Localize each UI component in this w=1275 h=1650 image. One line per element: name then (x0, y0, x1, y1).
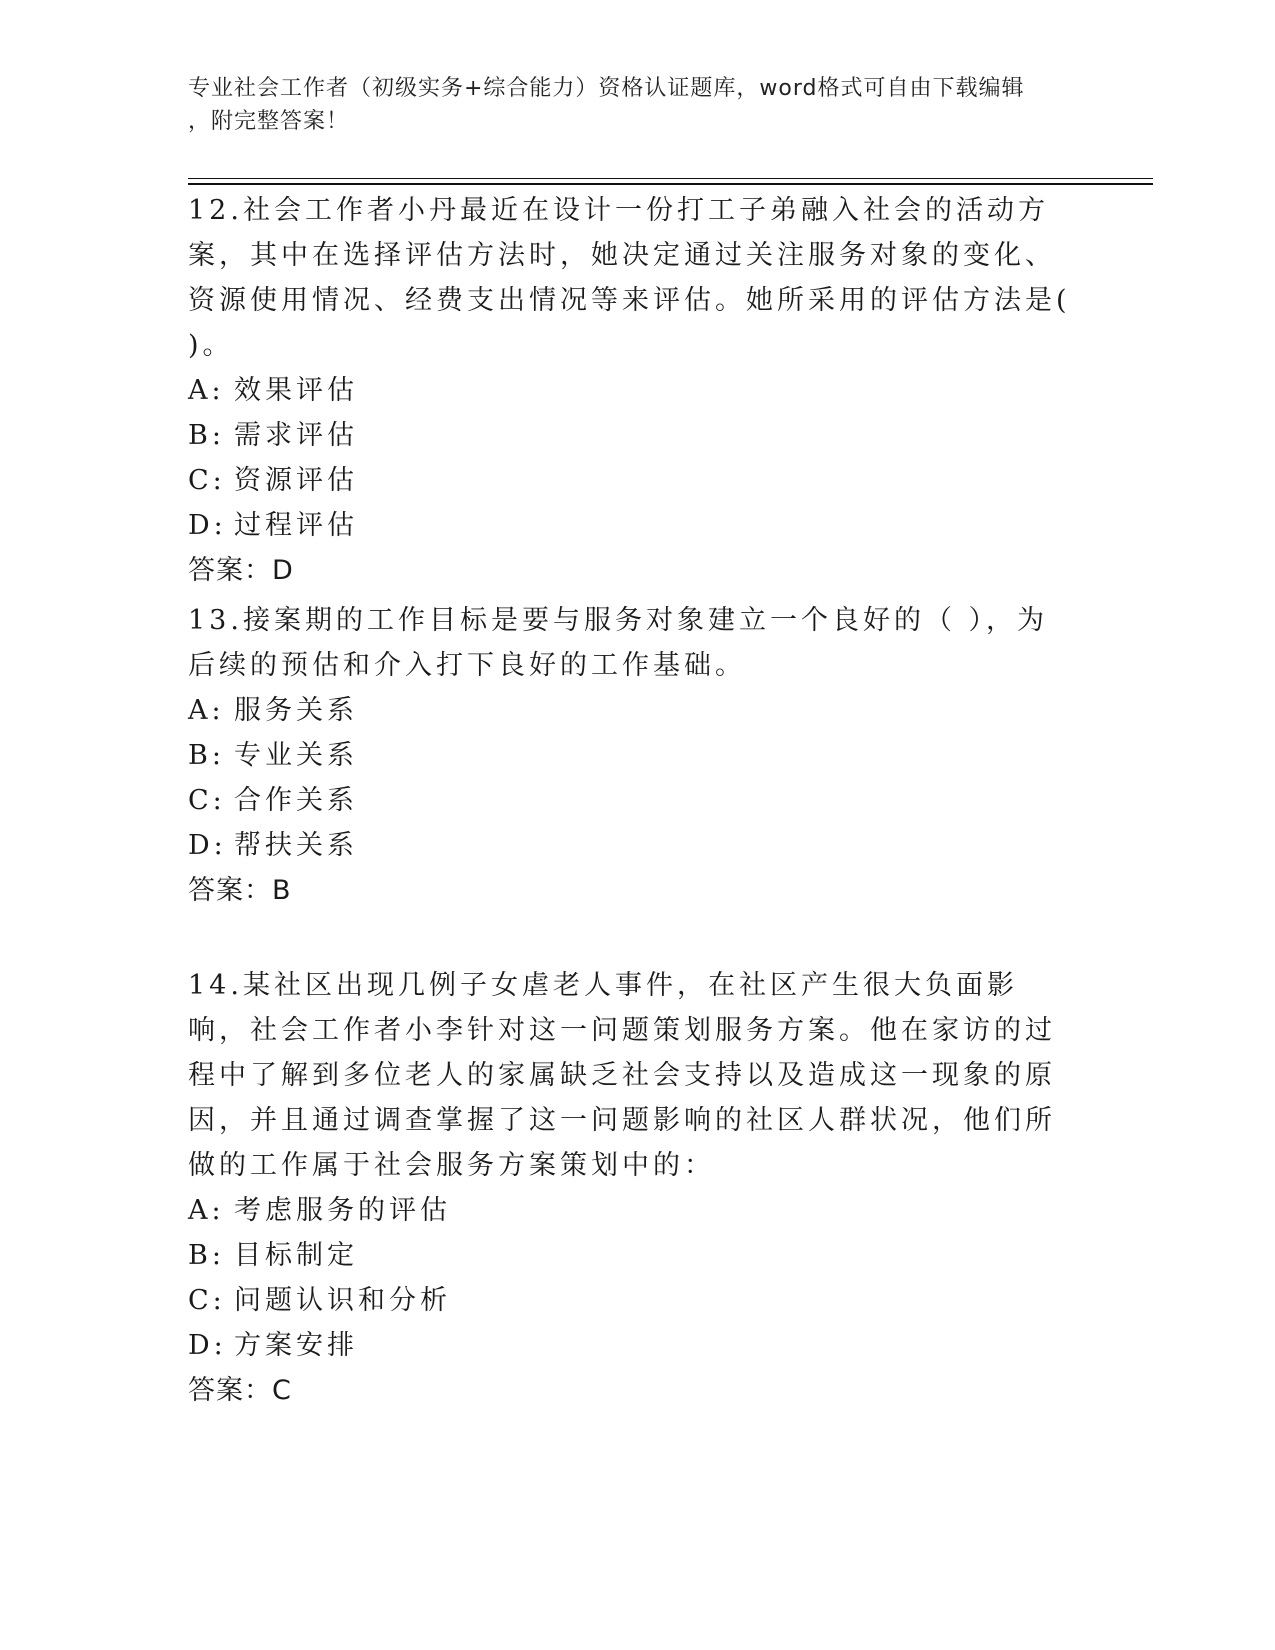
question-stem: 14.某社区出现几例子女虐老人事件，在社区产生很大负面影响，社会工作者小李针对这一问题策划服务方案。他在家访的过程中了解到多位老人的家属缺乏社会支持以及造成这一现象的原因，并且通过调查掌握了这一问题影响的社区人群状况，他们所做的工作属于社会服务方案策划中的： (188, 970, 1056, 1181)
option-text: 需求评估 (234, 420, 358, 451)
option-text: 资源评估 (234, 465, 358, 496)
option-text: 帮扶关系 (234, 830, 358, 861)
option-key: D: (188, 1330, 227, 1361)
option-text: 方案安排 (234, 1330, 358, 1361)
option-key: B: (188, 1240, 225, 1271)
answer: 答案：B (188, 875, 292, 906)
question-12 (188, 188, 1078, 593)
option-d (188, 503, 1078, 548)
option-text: 效果评估 (234, 375, 358, 406)
option-text: 过程评估 (234, 510, 358, 541)
option-c (188, 778, 1078, 823)
option-d (188, 1323, 1078, 1368)
option-key: C: (188, 465, 226, 496)
option-text: 目标制定 (234, 1240, 358, 1271)
option-text: 考虑服务的评估 (234, 1195, 451, 1226)
option-d (188, 823, 1078, 868)
option-key: B: (188, 740, 225, 771)
option-b (188, 733, 1078, 778)
header-divider-thick (188, 183, 1153, 185)
answer: 答案：C (188, 1375, 292, 1406)
option-key: A: (188, 1195, 225, 1226)
option-text: 合作关系 (234, 785, 358, 816)
option-b (188, 1233, 1078, 1278)
answer: 答案：D (188, 555, 294, 586)
option-a (188, 1188, 1078, 1233)
option-key: C: (188, 1285, 226, 1316)
option-key: D: (188, 830, 227, 861)
question-stem: 12.社会工作者小丹最近在设计一份打工子弟融入社会的活动方案，其中在选择评估方法时，她决定通过关注服务对象的变化、资源使用情况、经费支出情况等来评估。她所采用的评估方法是( )。 (188, 195, 1071, 361)
option-key: A: (188, 695, 225, 726)
option-key: C: (188, 785, 226, 816)
option-c (188, 458, 1078, 503)
question-14 (188, 963, 1078, 1413)
header-divider-thin (188, 178, 1153, 179)
option-text: 专业关系 (234, 740, 358, 771)
option-b (188, 413, 1078, 458)
option-key: A: (188, 375, 225, 406)
option-key: D: (188, 510, 227, 541)
document-header (188, 72, 1088, 138)
option-text: 服务关系 (234, 695, 358, 726)
option-key: B: (188, 420, 225, 451)
option-c (188, 1278, 1078, 1323)
option-a (188, 368, 1078, 413)
header-line-2: ，附完整答案！ (188, 109, 350, 134)
option-text: 问题认识和分析 (234, 1285, 451, 1316)
header-line-1: 专业社会工作者（初级实务+综合能力）资格认证题库，word格式可自由下载编辑 (188, 76, 1025, 101)
question-13 (188, 598, 1078, 913)
option-a (188, 688, 1078, 733)
question-stem: 13.接案期的工作目标是要与服务对象建立一个良好的（ ），为后续的预估和介入打下良好的工作基础。 (188, 605, 1049, 681)
